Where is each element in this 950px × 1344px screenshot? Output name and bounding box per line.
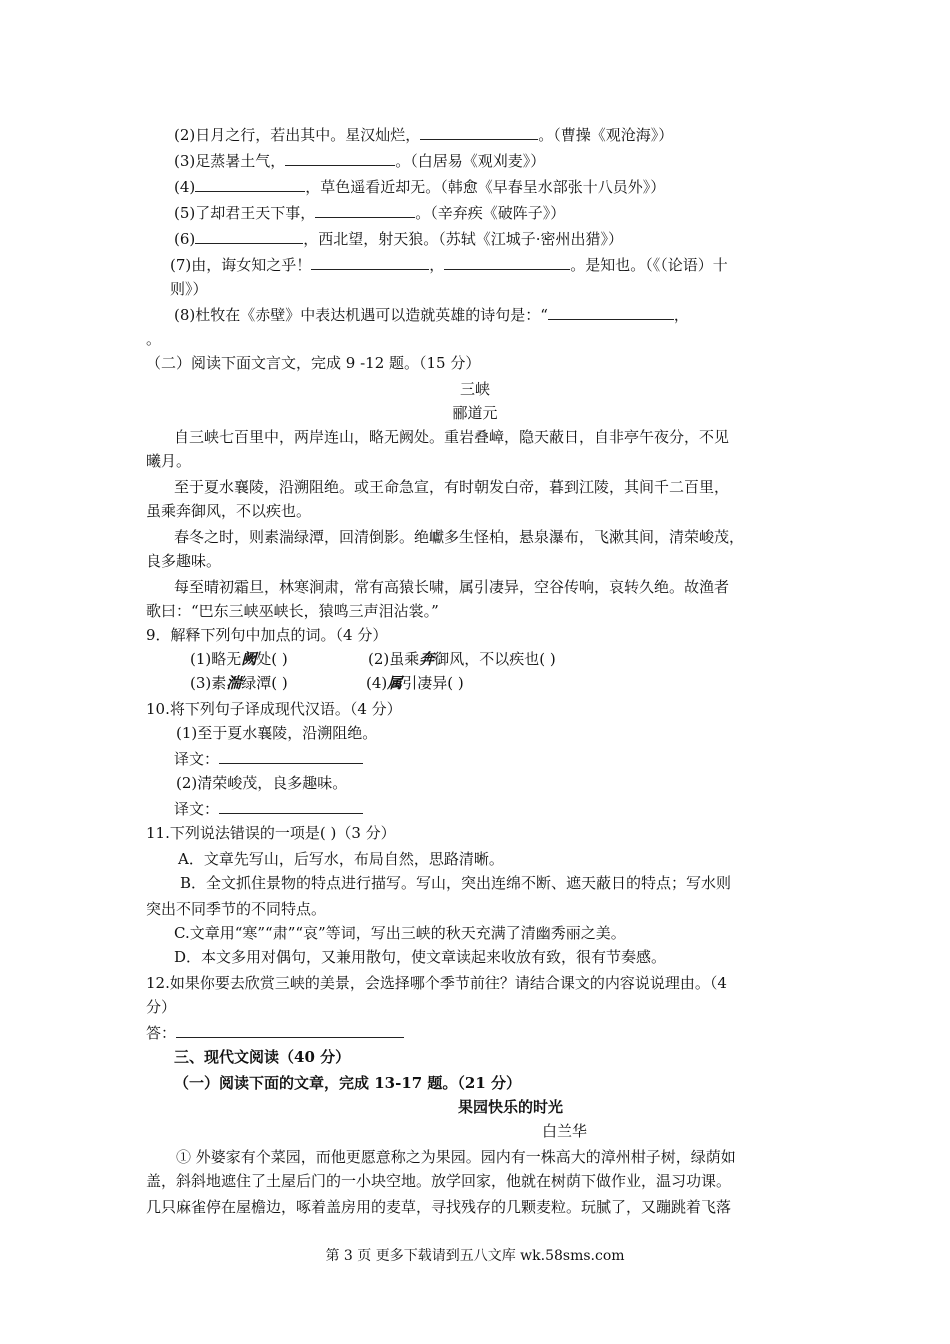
text: (1)略无 bbox=[190, 650, 242, 668]
text: (3)足蒸暑土气， bbox=[174, 152, 286, 170]
question-9-item-4 bbox=[366, 672, 464, 694]
text: (4) bbox=[174, 178, 196, 196]
passage-title: 三峡 bbox=[459, 380, 490, 398]
poetry-line-2 bbox=[174, 124, 673, 146]
text: 。是知也。（《（论语）十 bbox=[570, 256, 728, 274]
poetry-line-7 bbox=[170, 254, 728, 276]
poetry-line-8b: 。 bbox=[146, 330, 162, 348]
text: 译文： bbox=[174, 750, 220, 768]
passage-paragraph-4-cont: 歌曰：“巴东三峡巫峡长，猿鸣三声泪沾裳。” bbox=[146, 602, 439, 620]
question-10-translation-1 bbox=[174, 748, 363, 770]
dotted-word: 属 bbox=[387, 674, 403, 692]
answer-blank[interactable] bbox=[176, 1023, 404, 1038]
article-title: 果园快乐的时光 bbox=[458, 1098, 564, 1116]
answer-blank[interactable] bbox=[315, 203, 415, 218]
text: (3)素 bbox=[190, 674, 227, 692]
poetry-line-4 bbox=[174, 176, 665, 198]
question-12-answer bbox=[146, 1022, 404, 1044]
question-11-option-c: C.文章用“寒”“肃”“哀”等词，写出三峡的秋天充满了清幽秀丽之美。 bbox=[174, 924, 626, 942]
text: (8)杜牧在《赤壁》中表达机遇可以造就英雄的诗句是：“ bbox=[174, 306, 548, 324]
answer-blank[interactable] bbox=[219, 749, 363, 764]
answer-blank[interactable] bbox=[311, 255, 429, 270]
text: 御风，不以疾也( ) bbox=[434, 650, 556, 668]
text: 绿潭( ) bbox=[241, 674, 288, 692]
text: 引凄异( ) bbox=[402, 674, 464, 692]
question-11-option-d: D．本文多用对偶句，又兼用散句，使文章读起来收放有致，很有节奏感。 bbox=[174, 948, 667, 966]
question-9-item-2 bbox=[368, 648, 556, 670]
section-3-subheading: （一）阅读下面的文章，完成 13-17 题。（21 分） bbox=[174, 1074, 522, 1092]
question-12-stem: 12.如果你要去欣赏三峡的美景，会选择哪个季节前往？请结合课文的内容说说理由。（4 bbox=[146, 974, 727, 992]
text: 。（白居易《观刈麦》） bbox=[395, 152, 546, 170]
question-9-item-1 bbox=[190, 648, 288, 670]
text: (4) bbox=[366, 674, 388, 692]
question-11-stem: 11.下列说法错误的一项是( )（3 分） bbox=[146, 824, 396, 842]
text: 。（曹操《观沧海》） bbox=[538, 126, 674, 144]
text: (6) bbox=[174, 230, 196, 248]
passage-paragraph-3-cont: 良多趣味。 bbox=[146, 552, 222, 570]
passage-paragraph-1: 自三峡七百里中，两岸连山，略无阙处。重岩叠嶂，隐天蔽日，自非亭午夜分，不见 bbox=[174, 428, 730, 446]
dotted-word: 湍 bbox=[226, 674, 242, 692]
section-2-heading: （二）阅读下面文言文，完成 9 -12 题。（15 分） bbox=[146, 354, 481, 372]
text: 答： bbox=[146, 1024, 177, 1042]
article-paragraph-1-cont: 盖，斜斜地遮住了土屋后门的一小块空地。放学回家，他就在树荫下做作业，温习功课。 bbox=[146, 1172, 732, 1190]
page-footer: 第 3 页 更多下载请到五八文库 wk.58sms.com bbox=[325, 1248, 625, 1264]
text: ，西北望，射天狼。（苏轼《江城子·密州出猎》） bbox=[303, 230, 624, 248]
passage-paragraph-2-cont: 虽乘奔御风，不以疾也。 bbox=[146, 502, 312, 520]
poetry-line-7b: 则》） bbox=[170, 280, 208, 298]
text: 译文： bbox=[174, 800, 220, 818]
question-9-stem: 9．解释下列句中加点的词。（4 分） bbox=[146, 626, 388, 644]
poetry-line-3 bbox=[174, 150, 545, 172]
poetry-line-6 bbox=[174, 228, 623, 250]
question-11-option-a: A．文章先写山，后写水，布局自然，思路清晰。 bbox=[178, 850, 504, 868]
answer-blank[interactable] bbox=[444, 255, 570, 270]
text: (2)虽乘 bbox=[368, 650, 420, 668]
dotted-word: 奔 bbox=[419, 650, 435, 668]
passage-paragraph-1-cont: 曦月。 bbox=[146, 452, 192, 470]
answer-blank[interactable] bbox=[195, 229, 303, 244]
question-12-stem-cont: 分） bbox=[146, 998, 177, 1016]
answer-blank[interactable] bbox=[195, 177, 305, 192]
question-10-stem: 10.将下列句子译成现代汉语。（4 分） bbox=[146, 700, 402, 718]
passage-paragraph-2: 至于夏水襄陵，沿溯阻绝。或王命急宣，有时朝发白帝，暮到江陵，其间千二百里， bbox=[174, 478, 730, 496]
answer-blank[interactable] bbox=[420, 125, 538, 140]
poetry-line-8 bbox=[174, 304, 689, 326]
answer-blank[interactable] bbox=[219, 799, 363, 814]
text: (7)由，诲女知之乎！ bbox=[170, 256, 312, 274]
text: 处( ) bbox=[256, 650, 288, 668]
question-10-sentence-1: (1)至于夏水襄陵，沿溯阻绝。 bbox=[176, 724, 378, 742]
article-author: 白兰华 bbox=[542, 1122, 588, 1140]
question-10-sentence-2: (2)清荣峻茂，良多趣味。 bbox=[176, 774, 348, 792]
question-9-item-3 bbox=[190, 672, 288, 694]
text: ，草色遥看近却无。（韩愈《早春呈水部张十八员外》） bbox=[305, 178, 666, 196]
text: ， bbox=[673, 306, 689, 324]
question-10-translation-2 bbox=[174, 798, 363, 820]
poetry-line-5 bbox=[174, 202, 565, 224]
answer-blank[interactable] bbox=[285, 151, 395, 166]
section-3-heading: 三、现代文阅读（40 分） bbox=[174, 1048, 351, 1066]
question-11-option-b: B．全文抓住景物的特点进行描写。写山，突出连绵不断、遮天蔽日的特点；写水则 bbox=[180, 874, 732, 892]
text: 。（辛弃疾《破阵子》） bbox=[415, 204, 566, 222]
passage-author: 郦道元 bbox=[452, 404, 498, 422]
article-paragraph-1: ① 外婆家有个菜园，而他更愿意称之为果园。园内有一株高大的漳州柑子树，绿荫如 bbox=[176, 1148, 736, 1166]
passage-paragraph-3: 春冬之时，则素湍绿潭，回清倒影。绝巘多生怪柏，悬泉瀑布，飞漱其间，清荣峻茂， bbox=[174, 528, 745, 546]
passage-paragraph-4: 每至晴初霜旦，林寒涧肃，常有高猿长啸，属引凄异，空谷传响，哀转久绝。故渔者 bbox=[174, 578, 730, 596]
text: ， bbox=[429, 256, 445, 274]
text: (2)日月之行，若出其中。星汉灿烂， bbox=[174, 126, 421, 144]
question-11-option-b-cont: 突出不同季节的不同特点。 bbox=[146, 900, 327, 918]
dotted-word: 阙 bbox=[241, 650, 257, 668]
text: (5)了却君王天下事， bbox=[174, 204, 316, 222]
article-paragraph-1-cont-2: 几只麻雀停在屋檐边，啄着盖房用的麦草，寻找残存的几颗麦粒。玩腻了，又蹦跳着飞落 bbox=[146, 1198, 732, 1216]
answer-blank[interactable] bbox=[548, 305, 674, 320]
